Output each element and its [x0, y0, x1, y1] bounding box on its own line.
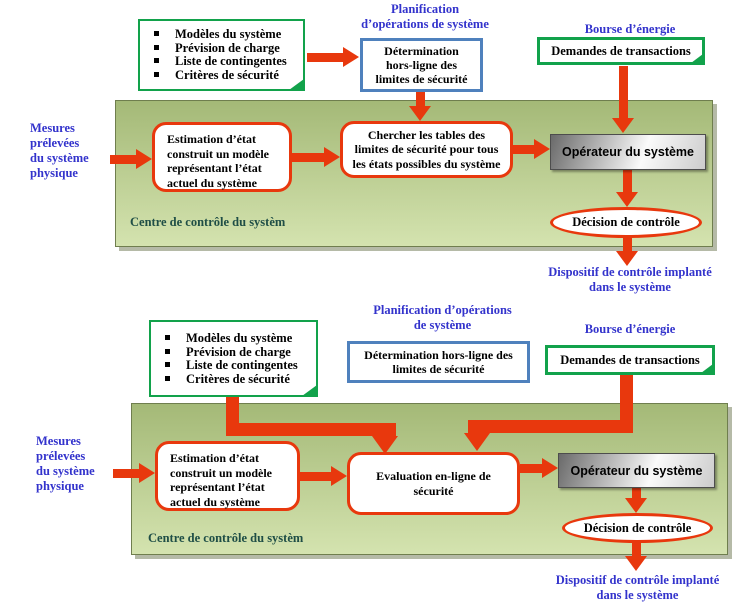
- panel-label-bottom: Centre de contrôle du systèm: [148, 531, 304, 545]
- note-item: Critères de sécurité: [161, 373, 316, 387]
- planification-heading-bottom: Planification d’opérations de système: [373, 303, 512, 332]
- bullet-square-icon: [165, 335, 170, 340]
- note-item: Liste de contingentes: [150, 55, 303, 69]
- determination-box-top: Détermination hors-ligne des limites de sécurité: [360, 38, 483, 92]
- transactions-box-bottom: Demandes de transactions: [545, 345, 715, 375]
- bourse-heading-top: Bourse d’énergie: [584, 22, 676, 36]
- note-item: Critères de sécurité: [150, 69, 303, 83]
- note-item: Modèles du système: [150, 28, 303, 42]
- bullet-square-icon: [154, 45, 159, 50]
- folded-corner-icon: [691, 54, 703, 63]
- planification-heading-top: Planification d’opérations de système: [361, 2, 489, 31]
- determination-box-bottom: Détermination hors-ligne des limites de sécurité: [347, 341, 530, 383]
- dispositif-label-top: Dispositif de contrôle implanté dans le système: [548, 265, 712, 294]
- note-item: Prévision de charge: [150, 42, 303, 56]
- mesures-label-top: Mesures prélevées du système physique: [30, 121, 89, 180]
- bullet-square-icon: [165, 362, 170, 367]
- bullet-square-icon: [154, 72, 159, 77]
- mesures-label-bottom: Mesures prélevées du système physique: [36, 434, 95, 493]
- estimation-box-top: Estimation d’état construit un modèle représentant l’état actuel du système: [152, 122, 292, 192]
- note-item: Prévision de charge: [161, 346, 316, 360]
- estimation-box-bottom: Estimation d’état construit un modèle représentant l’état actuel du système: [155, 441, 300, 511]
- folded-corner-icon: [701, 364, 713, 373]
- bullet-square-icon: [165, 376, 170, 381]
- decision-ellipse-bottom: Décision de contrôle: [562, 513, 713, 543]
- decision-ellipse-top: Décision de contrôle: [550, 207, 702, 238]
- bourse-heading-bottom: Bourse d’énergie: [584, 322, 676, 336]
- inputs-note-top: [138, 19, 305, 91]
- operateur-box-top: Opérateur du système: [550, 134, 706, 170]
- chercher-box: Chercher les tables des limites de sécurité pour tous les états possibles du système: [340, 121, 513, 178]
- folded-corner-icon: [289, 79, 304, 90]
- panel-label-top: Centre de contrôle du systèm: [130, 215, 286, 229]
- inputs-note-bottom: [149, 320, 318, 397]
- transactions-box-top: Demandes de transactions: [537, 37, 705, 65]
- note-item: Modèles du système: [161, 332, 316, 346]
- dispositif-label-bottom: Dispositif de contrôle implanté dans le système: [555, 573, 720, 602]
- folded-corner-icon: [302, 385, 317, 396]
- note-item: Liste de contingentes: [161, 359, 316, 373]
- bullet-square-icon: [154, 58, 159, 63]
- operateur-box-bottom: Opérateur du système: [558, 453, 715, 488]
- evaluation-box: Evaluation en-ligne de sécurité: [347, 452, 520, 515]
- bullet-square-icon: [154, 31, 159, 36]
- bullet-square-icon: [165, 349, 170, 354]
